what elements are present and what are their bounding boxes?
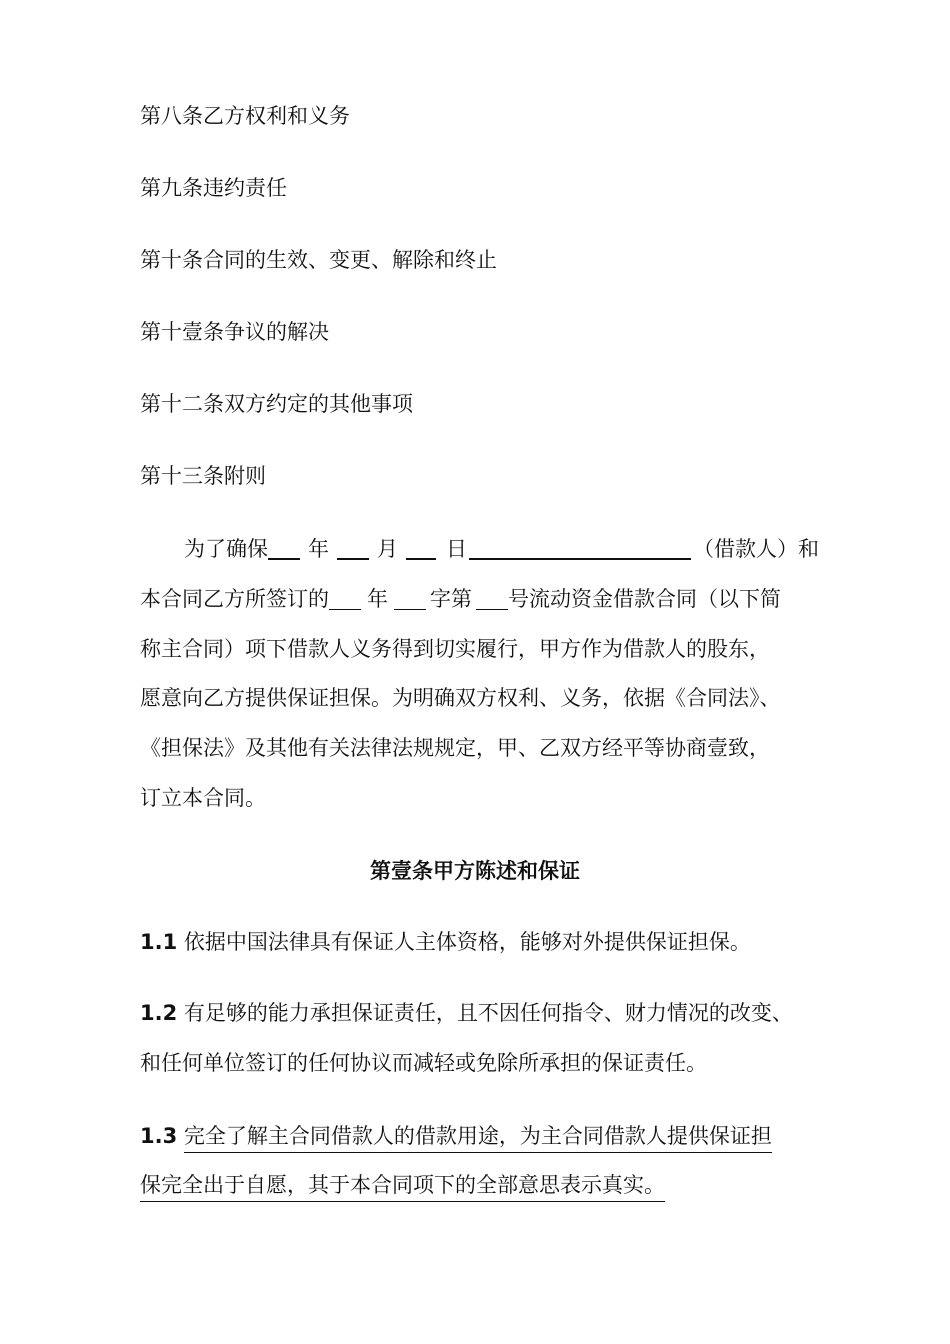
section-1-title: 第壹条甲方陈述和保证	[370, 859, 580, 883]
clause-1-3-cont	[140, 1170, 665, 1200]
clause-number: 1.3	[140, 1124, 178, 1148]
preamble-line-4: 愿意向乙方提供保证担保。为明确双方权利、义务，依据《合同法》、	[140, 686, 781, 710]
toc-item-8: 第八条乙方权利和义务	[140, 104, 350, 128]
toc-item-13: 第十三条附则	[140, 464, 266, 488]
blank-contract-word[interactable]	[394, 587, 426, 610]
clause-1-1	[140, 927, 751, 957]
blank-day[interactable]	[406, 536, 436, 560]
preamble-text: 为了确保	[184, 537, 268, 561]
day-label: 日	[446, 537, 467, 561]
clause-text-underlined: 完全了解主合同借款人的借款用途，为主合同借款人提供保证担	[184, 1124, 772, 1153]
preamble-line-5: 《担保法》及其他有关法律法规规定，甲、乙双方经平等协商壹致，	[140, 736, 770, 760]
toc-item-10: 第十条合同的生效、变更、解除和终止	[140, 248, 497, 272]
toc-item-9: 第九条违约责任	[140, 176, 287, 200]
blank-month[interactable]	[337, 536, 369, 560]
preamble-line-6: 订立本合同。	[140, 786, 266, 810]
blank-borrower[interactable]	[469, 536, 691, 560]
clause-number: 1.1	[140, 930, 178, 954]
preamble-line-1	[184, 534, 819, 564]
year-label: 年	[308, 537, 329, 561]
clause-text: 有足够的能力承担保证责任，且不因任何指令、财力情况的改变、	[183, 1001, 793, 1025]
clause-text-underlined: 保完全出于自愿，其于本合同项下的全部意思表示真实。	[140, 1173, 665, 1202]
clause-1-2-cont: 和任何单位签订的任何协议而减轻或免除所承担的保证责任。	[140, 1051, 707, 1075]
clause-1-3	[140, 1121, 772, 1151]
blank-contract-number[interactable]	[476, 587, 508, 610]
month-label: 月	[377, 537, 398, 561]
clause-text: 依据中国法律具有保证人主体资格，能够对外提供保证担保。	[183, 930, 751, 954]
preamble-line-2	[140, 584, 781, 614]
toc-item-12: 第十二条双方约定的其他事项	[140, 392, 413, 416]
clause-1-2	[140, 998, 793, 1028]
contract-word-label: 字第	[430, 587, 472, 611]
blank-year[interactable]	[268, 536, 300, 560]
contract-year-label: 年	[367, 587, 388, 611]
blank-contract-year[interactable]	[329, 587, 361, 610]
preamble-text: 本合同乙方所签订的	[140, 587, 329, 611]
preamble-text: 号流动资金借款合同（以下简	[508, 587, 781, 611]
borrower-label: （借款人）和	[693, 537, 819, 561]
clause-number: 1.2	[140, 1001, 178, 1025]
toc-item-11: 第十壹条争议的解决	[140, 320, 329, 344]
preamble-line-3: 称主合同）项下借款人义务得到切实履行，甲方作为借款人的股东，	[140, 637, 770, 661]
